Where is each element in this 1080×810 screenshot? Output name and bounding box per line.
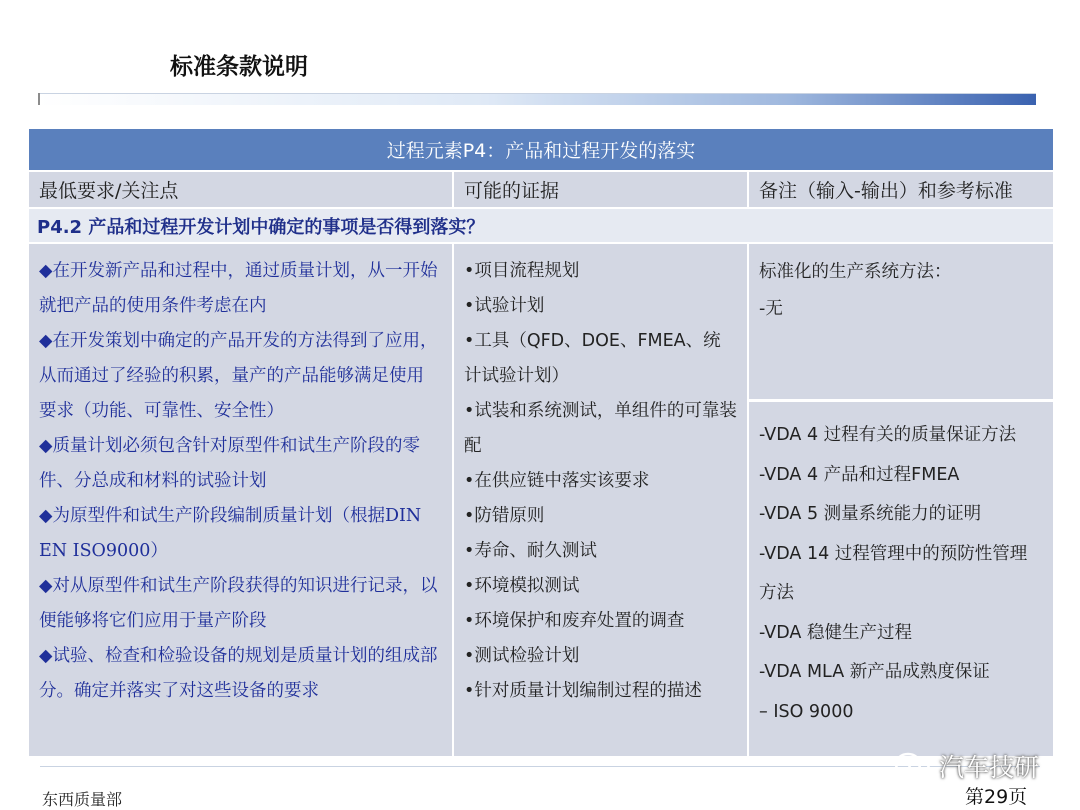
reference-item: -VDA 4 产品和过程FMEA <box>759 464 960 485</box>
page-number: 第29页 <box>965 786 1028 808</box>
list-item: •寿命、耐久测试 <box>464 541 597 561</box>
notes-production-system <box>749 244 1053 399</box>
reference-item: -VDA 5 测量系统能力的证明 <box>759 504 982 524</box>
title-bar-tick <box>38 93 40 105</box>
watermark <box>893 748 1039 784</box>
list-item: •环境模拟测试 <box>464 576 580 596</box>
reference-item: -VDA 稳健生产过程 <box>759 622 912 643</box>
title-underline-bar <box>38 93 1036 105</box>
footer-divider <box>40 766 1040 767</box>
question-row: P4.2 产品和过程开发计划中确定的事项是否得到落实？ <box>28 208 1054 243</box>
list-item: ◆在开发新产品和过程中，通过质量计划，从一开始就把产品的使用条件考虑在内 <box>39 261 438 316</box>
column-header-requirements: 最低要求/关注点 <box>28 171 453 208</box>
list-item: ◆试验、检查和检验设备的规划是质量计划的组成部分。确定并落实了对这些设备的要求 <box>39 646 438 701</box>
list-item: ◆为原型件和试生产阶段编制质量计划（根据DIN EN ISO9000） <box>39 506 422 561</box>
reference-item: – ISO 9000 <box>759 701 854 722</box>
requirements-cell <box>28 243 453 757</box>
footer-department: 东西质量部 <box>42 790 123 809</box>
list-item: •测试检验计划 <box>464 646 580 666</box>
watermark-text: 汽车技研 <box>939 753 1040 782</box>
list-item: •环境保护和废弃处置的调查 <box>464 611 685 631</box>
list-item: •试装和系统测试，单组件的可靠装配 <box>464 401 737 456</box>
list-item: •工具（QFD、DOE、FMEA、统计试验计划） <box>464 331 721 386</box>
column-header-evidence: 可能的证据 <box>453 171 748 208</box>
reference-item: -VDA 4 过程有关的质量保证方法 <box>759 425 1017 445</box>
evidence-cell <box>453 243 748 757</box>
list-item: •防错原则 <box>464 506 545 526</box>
column-header-notes: 备注（输入-输出）和参考标准 <box>748 171 1054 208</box>
standard-clause-table <box>27 127 1055 758</box>
list-item: •针对质量计划编制过程的描述 <box>464 681 702 701</box>
reference-item: -VDA MLA 新产品成熟度保证 <box>759 662 990 682</box>
slide-title: 标准条款说明 <box>170 54 308 80</box>
list-item: •在供应链中落实该要求 <box>464 471 650 491</box>
list-item: •项目流程规划 <box>464 261 580 281</box>
list-item: ◆在开发策划中确定的产品开发的方法得到了应用，从而通过了经验的积累，量产的产品能够满足使用要求（功能、可靠性、安全性） <box>39 331 438 421</box>
table-header: 过程元素P4：产品和过程开发的落实 <box>28 128 1054 171</box>
wechat-icon <box>893 751 933 781</box>
note-line: 标准化的生产系统方法： <box>759 262 952 282</box>
list-item: ◆对从原型件和试生产阶段获得的知识进行记录，以便能够将它们应用于量产阶段 <box>39 576 438 631</box>
notes-cell <box>748 243 1054 757</box>
note-line: -无 <box>759 299 783 319</box>
reference-item: -VDA 14 过程管理中的预防性管理方法 <box>759 543 1028 603</box>
list-item: ◆质量计划必须包含针对原型件和试生产阶段的零件、分总成和材料的试验计划 <box>39 436 420 491</box>
notes-reference-standards <box>749 402 1053 732</box>
list-item: •试验计划 <box>464 296 545 316</box>
